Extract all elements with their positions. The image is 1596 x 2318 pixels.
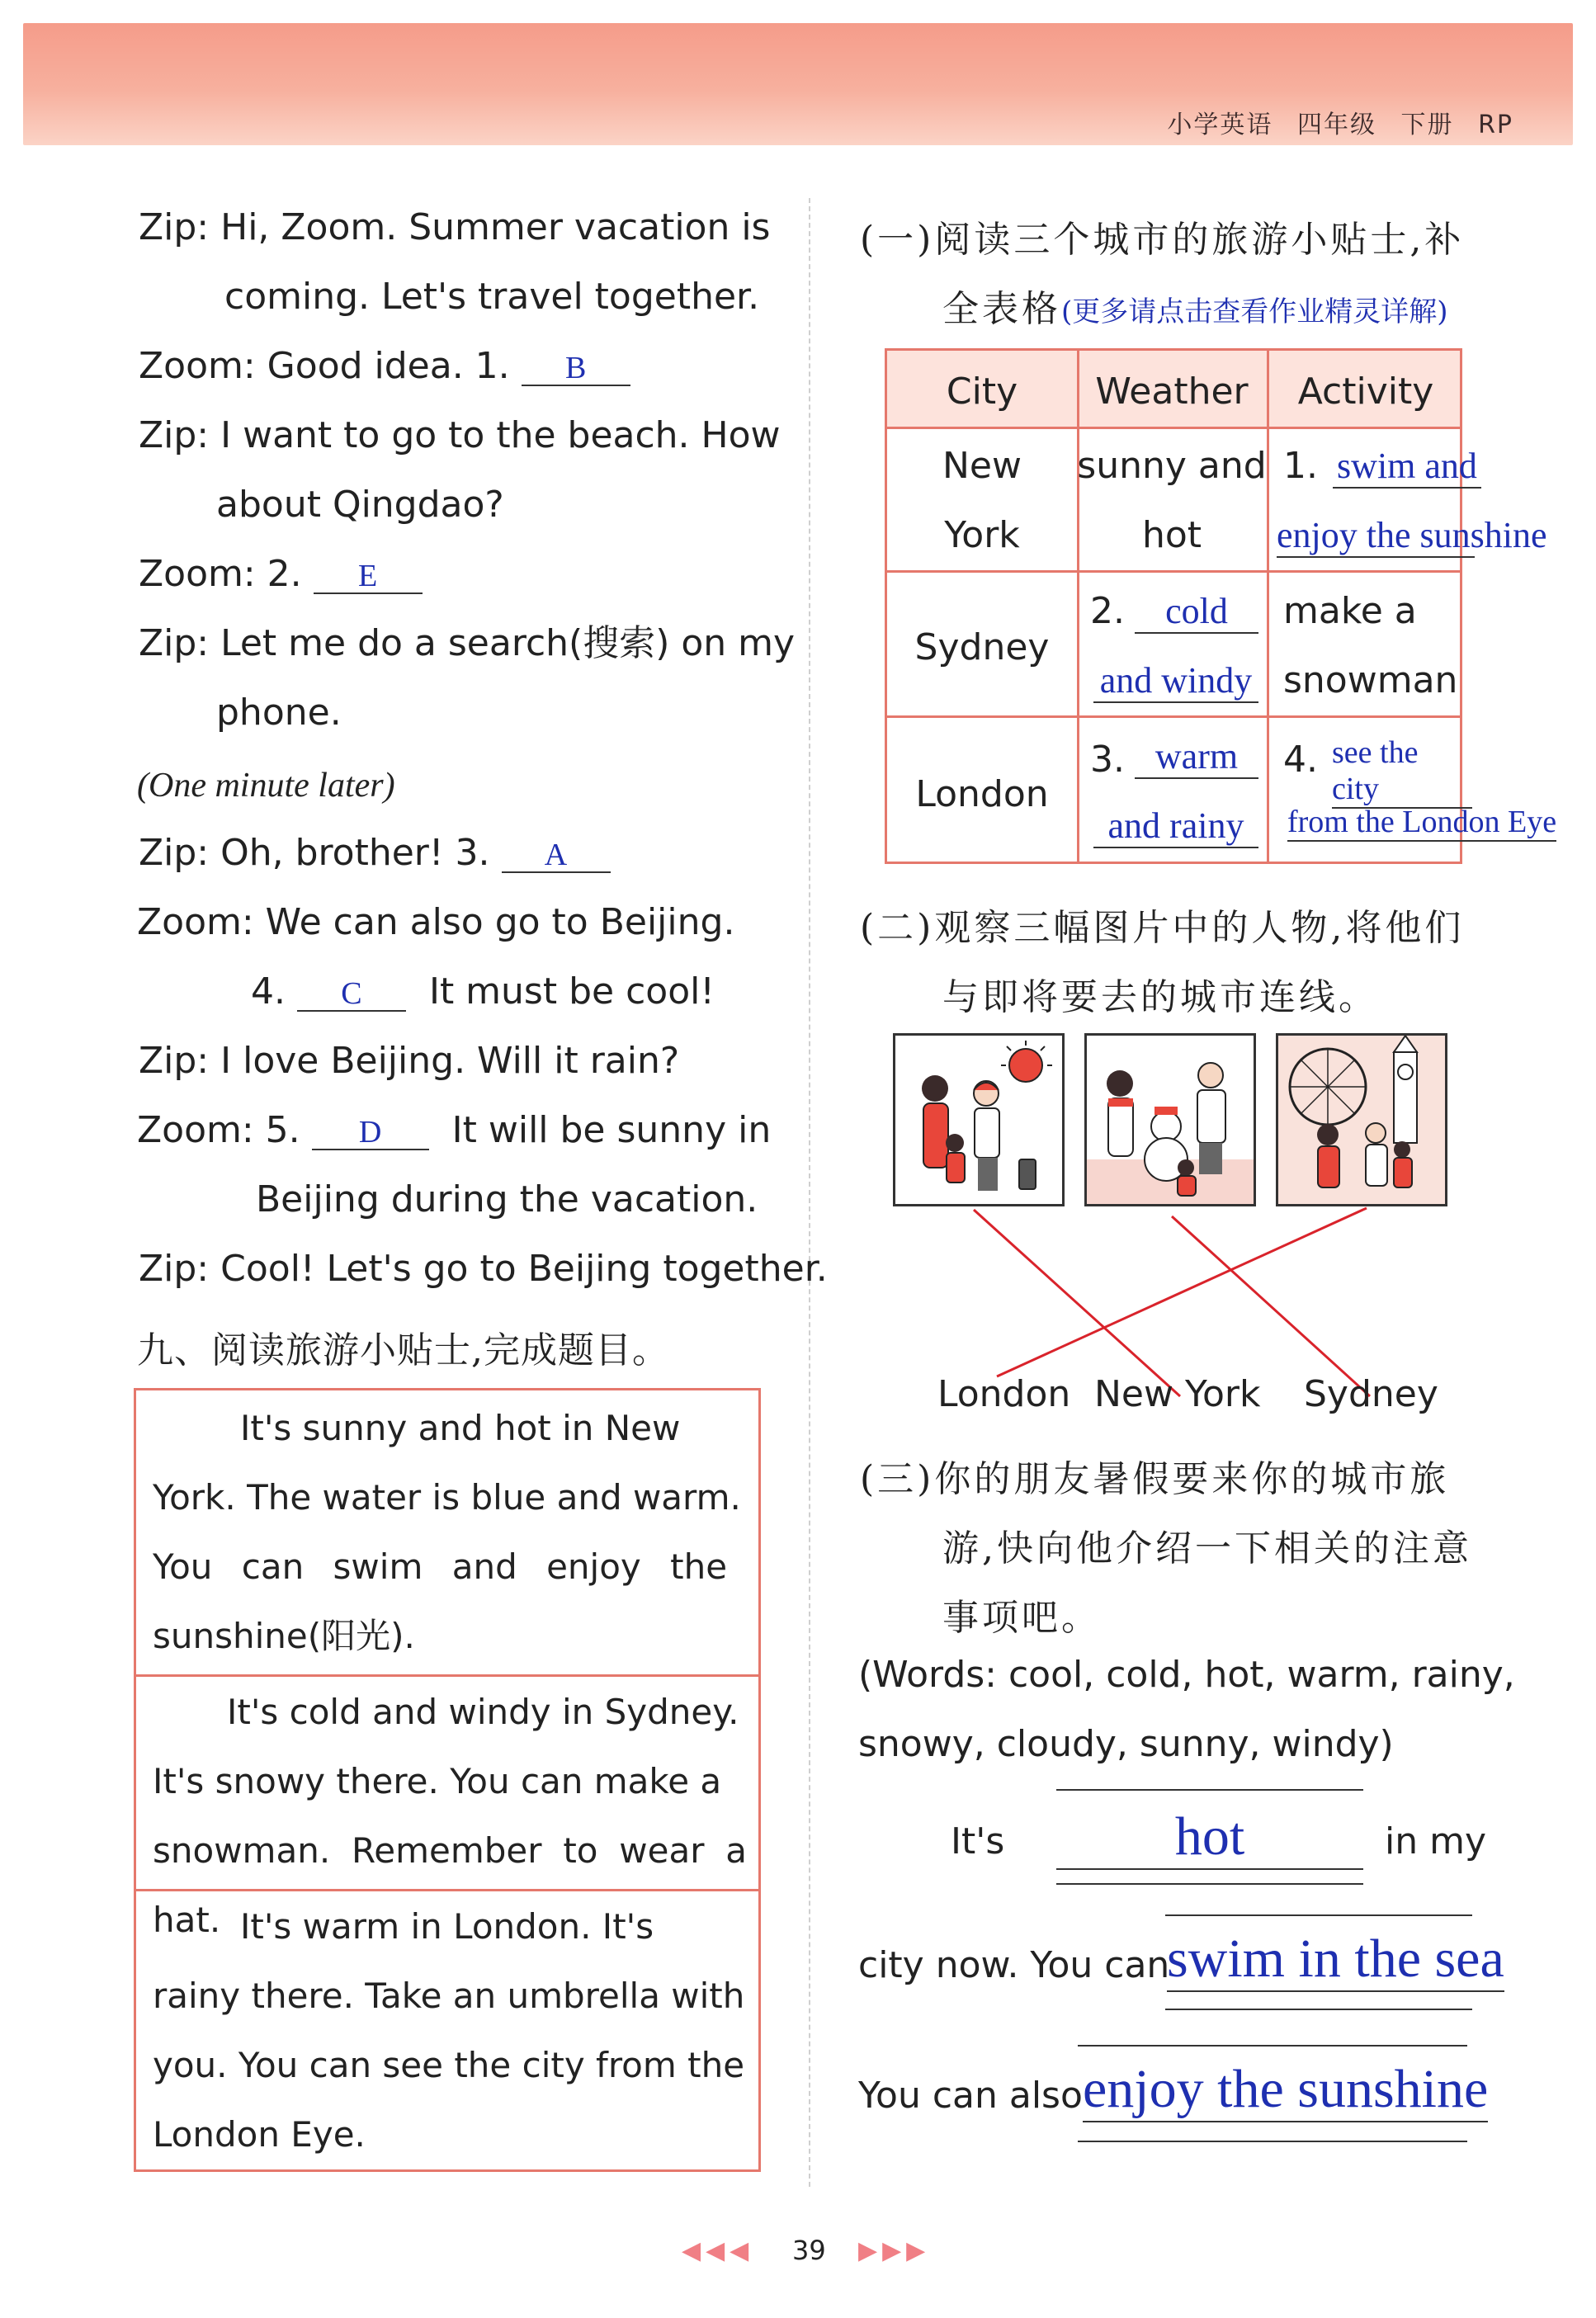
part-2-label: (二)观察三幅图片中的人物,将他们	[860, 907, 1465, 949]
city-london: London	[915, 773, 1049, 815]
snow-family-illustration	[1087, 1036, 1254, 1204]
dialogue-line-7b: 4. C It must be cool!	[251, 970, 715, 1013]
part-2-label-2: 与即将要去的城市连线。	[942, 976, 1378, 1018]
sentence-2-pre: city now. You can	[858, 1944, 1170, 1986]
weather-3-num: 3.	[1090, 739, 1125, 781]
writing-line-1-bottom	[1056, 1883, 1363, 1885]
weather-2-num: 2.	[1090, 590, 1125, 632]
reading-separator-2	[136, 1889, 758, 1891]
dialogue-line-4: Zoom: 2. E	[139, 556, 423, 594]
city-york: York	[944, 514, 1020, 556]
london-family-illustration	[1278, 1036, 1445, 1204]
dialogue-line-3: Zip: I want to go to the beach. How	[139, 414, 781, 456]
reading-para-1	[136, 1394, 758, 1671]
activity-3-num: 4.	[1283, 739, 1318, 781]
beach-family-illustration	[895, 1036, 1062, 1204]
part-3-label-2: 游,快向他介绍一下相关的注意	[942, 1527, 1472, 1570]
stage-direction: (One minute later)	[137, 767, 395, 805]
blank-5[interactable]: D	[312, 1112, 429, 1150]
part-3-label-3: 事项吧。	[942, 1597, 1101, 1639]
book-grade: 四年级	[1296, 111, 1376, 139]
picture-beach-family	[893, 1033, 1065, 1206]
sentence-1-post: in my	[1385, 1820, 1486, 1862]
activity-2a: make a	[1283, 590, 1417, 632]
dialogue-line-7: Zoom: We can also go to Beijing.	[137, 901, 735, 943]
writing-line-1-top	[1056, 1789, 1363, 1791]
reading-box	[134, 1388, 761, 2172]
dialogue-line-8: Zip: I love Beijing. Will it rain?	[139, 1040, 680, 1082]
activity-1-num: 1.	[1283, 445, 1318, 487]
table-hline-2	[887, 570, 1460, 573]
city-label-sydney[interactable]: Sydney	[1304, 1373, 1438, 1415]
word-list-2: snowy, cloudy, sunny, windy)	[858, 1723, 1394, 1765]
writing-line-3-top	[1078, 2045, 1467, 2047]
table-hline-3	[887, 715, 1460, 718]
city-label-newyork[interactable]: New York	[1094, 1373, 1261, 1415]
dialogue-line-9b: Beijing during the vacation.	[256, 1178, 758, 1220]
header-weather: Weather	[1095, 371, 1249, 413]
city-new: New	[942, 445, 1022, 487]
blank-2[interactable]: E	[314, 556, 423, 594]
city-label-london[interactable]: London	[937, 1373, 1071, 1415]
page-number: 39	[792, 2235, 826, 2266]
picture-snow-family	[1084, 1033, 1256, 1206]
part-1-label-2: 全表格(更多请点击查看作业精灵详解)	[942, 288, 1448, 330]
weather-1a: sunny and	[1077, 445, 1267, 487]
header-activity: Activity	[1297, 371, 1434, 413]
dialogue-line-10: Zip: Cool! Let's go to Beijing together.	[139, 1248, 828, 1290]
match-line-london	[997, 1208, 1367, 1376]
weather-1b: hot	[1141, 514, 1202, 556]
city-sydney: Sydney	[914, 626, 1050, 668]
activity-1-answer-b[interactable]: enjoy the sunshine	[1277, 514, 1475, 558]
book-edition: RP	[1478, 111, 1513, 139]
dialogue-line-2: Zoom: Good idea. 1. B	[139, 348, 630, 386]
book-info	[1167, 104, 1513, 140]
book-subject: 小学英语	[1167, 111, 1273, 139]
table-hline-1	[887, 427, 1460, 429]
details-link[interactable]: (更多请点击查看作业精灵详解)	[1061, 295, 1448, 328]
reading-para-1-text: It's sunny and hot in New York. The water is blue and warm. You can swim and enjoy the sunshine(阳光).	[153, 1408, 741, 1656]
weather-2-answer-a[interactable]: cold	[1135, 590, 1258, 634]
writing-line-3-bottom	[1078, 2141, 1467, 2142]
blank-1[interactable]: B	[522, 348, 630, 386]
writing-line-2-bottom	[1165, 2009, 1472, 2010]
dialogue-line-1: Zip: Hi, Zoom. Summer vacation is	[139, 206, 771, 248]
blank-3[interactable]: A	[502, 835, 611, 873]
part-3-label: (三)你的朋友暑假要来你的城市旅	[860, 1458, 1450, 1500]
word-list-1: (Words: cool, cold, hot, warm, rainy,	[858, 1654, 1515, 1696]
sentence-1-pre: It's	[951, 1820, 1005, 1862]
weather-3-answer-a[interactable]: warm	[1135, 735, 1258, 779]
next-page-arrows[interactable]: ▶▶▶	[858, 2236, 931, 2265]
dialogue-line-5b: phone.	[216, 692, 342, 734]
header-city: City	[946, 371, 1018, 413]
part-1-label: (一)阅读三个城市的旅游小贴士,补	[860, 219, 1465, 261]
dialogue-line-9: Zoom: 5. D It will be sunny in	[137, 1109, 772, 1151]
book-volume: 下册	[1400, 111, 1454, 139]
activity-4-answer-b[interactable]: from the London Eye	[1287, 804, 1556, 842]
reading-para-2: It's cold and windy in Sydney. It's snowy there. You can make a snowman. Remember to wear a hat.	[153, 1692, 747, 1940]
activity-1-answer-a[interactable]: swim and	[1333, 445, 1481, 489]
dialogue-line-3b: about Qingdao?	[216, 484, 504, 526]
sentence-1-answer[interactable]: hot	[1056, 1806, 1363, 1870]
sentence-3-pre: You can also	[858, 2075, 1083, 2117]
activity-2b: snowman	[1283, 659, 1458, 701]
weather-2-answer-b[interactable]: and windy	[1093, 659, 1258, 703]
blank-4[interactable]: C	[297, 974, 406, 1012]
writing-line-2-top	[1165, 1914, 1472, 1916]
sentence-3-answer[interactable]: enjoy the sunshine	[1083, 2058, 1488, 2122]
activity-4-answer-a[interactable]: see the city	[1332, 734, 1472, 809]
dialogue-line-1b: coming. Let's travel together.	[224, 276, 760, 318]
weather-3-answer-b[interactable]: and rainy	[1093, 805, 1258, 848]
reading-separator-1	[136, 1674, 758, 1677]
prev-page-arrows[interactable]: ◀◀◀	[682, 2236, 754, 2265]
picture-london-family	[1276, 1033, 1447, 1206]
section-9-title: 九、阅读旅游小贴士,完成题目。	[137, 1329, 669, 1371]
match-line-sydney	[1172, 1216, 1370, 1396]
dialogue-line-5: Zip: Let me do a search(搜索) on my	[139, 622, 796, 664]
match-line-newyork	[974, 1210, 1180, 1396]
dialogue-line-6: Zip: Oh, brother! 3. A	[139, 835, 611, 873]
column-divider	[809, 198, 810, 2187]
sentence-2-answer[interactable]: swim in the sea	[1167, 1928, 1504, 1992]
reading-para-3: It's warm in London. It's rainy there. Take an umbrella with you. You can see the city from the London Eye.	[153, 1906, 745, 2155]
